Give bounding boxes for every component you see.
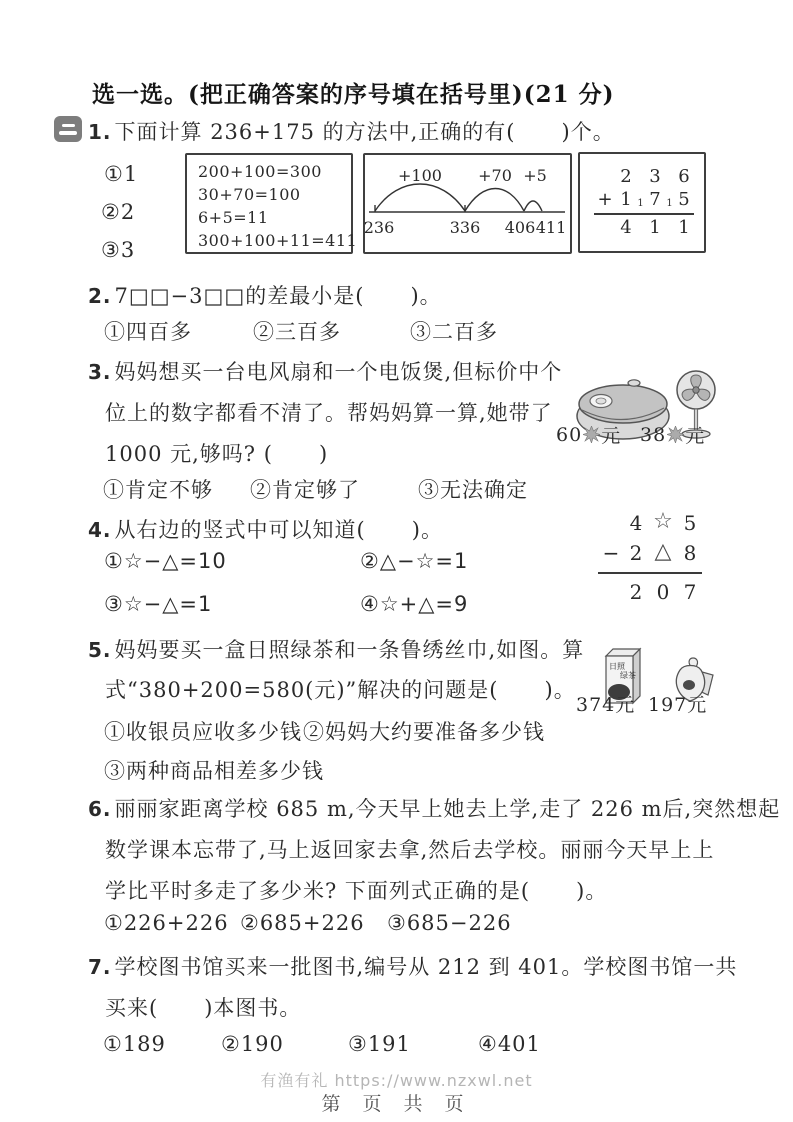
question-7-text-line1: 7. 学校图书馆买来一批图书,编号从 212 到 401。学校图书馆一共 xyxy=(88,955,738,979)
tea-price: 374元 xyxy=(576,694,636,716)
page-number-label: 第 页 共 页 xyxy=(321,1093,472,1115)
vertical-addition: 2 3 6 + 1 1 7 1 5 4 1 1 xyxy=(594,166,704,238)
carry-mark: 1 xyxy=(637,198,644,209)
q4-option-1: ①☆−△=10 xyxy=(104,549,227,573)
q2-option-2: ②三百多 xyxy=(253,320,341,344)
equation-line: 6+5=11 xyxy=(198,208,269,227)
tea-label-text: 绿茶 xyxy=(620,671,637,680)
q3-option-3: ③无法确定 xyxy=(418,478,528,502)
q7-option-3: ③191 xyxy=(348,1032,411,1056)
question-7-number: 7. xyxy=(88,955,112,979)
question-6-text-line1: 6. 丽丽家距离学校 685 m,今天早上她去上学,走了 226 m后,突然想起 xyxy=(88,797,781,821)
q3-option-2: ②肯定够了 xyxy=(250,478,360,502)
q7-option-2: ②190 xyxy=(221,1032,284,1056)
q6-option-2: ②685+226 xyxy=(240,911,365,935)
tea-label-text: 日照 xyxy=(609,662,626,671)
question-1-text: 1. 下面计算 236+175 的方法中,正确的有( )个。 xyxy=(88,120,615,144)
q7-option-1: ①189 xyxy=(103,1032,166,1056)
question-5-text-line2: 式“380+200=580(元)”解决的问题是( )。 xyxy=(105,678,576,702)
scarf-price: 197元 xyxy=(648,694,708,716)
equation-line: 300+100+11=411 xyxy=(198,231,358,250)
q6-option-3: ③685−226 xyxy=(387,911,512,935)
arc-label: +70 xyxy=(478,166,512,185)
question-3-text-line2: 位上的数字都看不清了。帮妈妈算一算,她带了 xyxy=(105,401,553,425)
question-4-number: 4. xyxy=(88,518,112,542)
question-4-text: 4. 从右边的竖式中可以知道( )。 xyxy=(88,518,443,542)
triangle-shape: △ xyxy=(654,539,672,564)
q1-option-3: ③3 xyxy=(101,238,136,262)
number-line-figure xyxy=(365,155,570,252)
q5-option-2: ②妈妈大约要准备多少钱 xyxy=(303,720,545,744)
question-2-text: 2. 7□□−3□□的差最小是( )。 xyxy=(88,284,442,308)
q5-option-3: ③两种商品相差多少钱 xyxy=(104,759,324,783)
point-label: 411 xyxy=(535,218,567,237)
question-6-text-line3: 学比平时多走了多少米? 下面列式正确的是( )。 xyxy=(105,879,608,903)
star-shape: ☆ xyxy=(653,509,673,534)
minus-sign: − xyxy=(602,541,620,565)
q2-option-1: ①四百多 xyxy=(104,320,192,344)
question-3-text-line1: 3. 妈妈想买一台电风扇和一个电饭煲,但标价中个 xyxy=(88,360,563,384)
vertical-subtraction: 4 ☆ 5 − 2 △ 8 2 0 7 xyxy=(598,511,702,604)
tea-box-image xyxy=(582,627,644,733)
q1-option-2: ②2 xyxy=(101,200,136,224)
section-two-icon xyxy=(54,78,82,180)
q5-option-1: ①收银员应收多少钱 xyxy=(104,720,302,744)
point-label: 336 xyxy=(449,218,481,237)
question-5-number: 5. xyxy=(88,638,112,662)
rice-cooker-price: 60 元 xyxy=(556,423,622,447)
q1-option-1: ①1 xyxy=(104,162,139,186)
question-6-number: 6. xyxy=(88,797,112,821)
method-box-number-line xyxy=(363,153,572,254)
point-label: 236 xyxy=(365,218,395,237)
hidden-digit-burst-icon xyxy=(583,426,600,443)
arc-label: +100 xyxy=(398,166,442,185)
plus-sign: + xyxy=(597,189,613,210)
question-2-number: 2. xyxy=(88,284,112,308)
q4-option-3: ③☆−△=1 xyxy=(104,592,213,616)
question-5-text-line1: 5. 妈妈要买一盒日照绿茶和一条鲁绣丝巾,如图。算 xyxy=(88,638,585,662)
fan-price: 38 元 xyxy=(640,423,706,447)
equation-line: 30+70=100 xyxy=(198,185,301,204)
q6-option-1: ①226+226 xyxy=(104,911,229,935)
q2-option-3: ③二百多 xyxy=(410,320,498,344)
method-box-equations xyxy=(185,153,358,254)
method-box-vertical-addition xyxy=(578,152,706,253)
question-6-text-line2: 数学课本忘带了,马上返回家去拿,然后去学校。丽丽今天早上上 xyxy=(105,838,715,862)
point-label: 406 xyxy=(504,218,536,237)
question-7-text-line2: 买来( )本图书。 xyxy=(105,996,302,1020)
equation-line: 200+100=300 xyxy=(198,162,322,181)
question-1-number: 1. xyxy=(88,120,112,144)
carry-mark: 1 xyxy=(666,198,673,209)
q4-option-4: ④☆+△=9 xyxy=(360,592,469,616)
q7-option-4: ④401 xyxy=(478,1032,541,1056)
q4-option-2: ②△−☆=1 xyxy=(360,549,469,573)
question-3-number: 3. xyxy=(88,360,112,384)
watermark-site-link: 有渔有礼 https://www.nzxwl.net xyxy=(260,1071,533,1090)
section-title: 选一选。(把正确答案的序号填在括号里)(21 分) xyxy=(92,81,615,108)
arc-label: +5 xyxy=(523,166,547,185)
hidden-digit-burst-icon xyxy=(667,426,684,443)
q3-option-1: ①肯定不够 xyxy=(103,478,213,502)
question-3-text-line3: 1000 元,够吗? ( ) xyxy=(105,442,329,466)
